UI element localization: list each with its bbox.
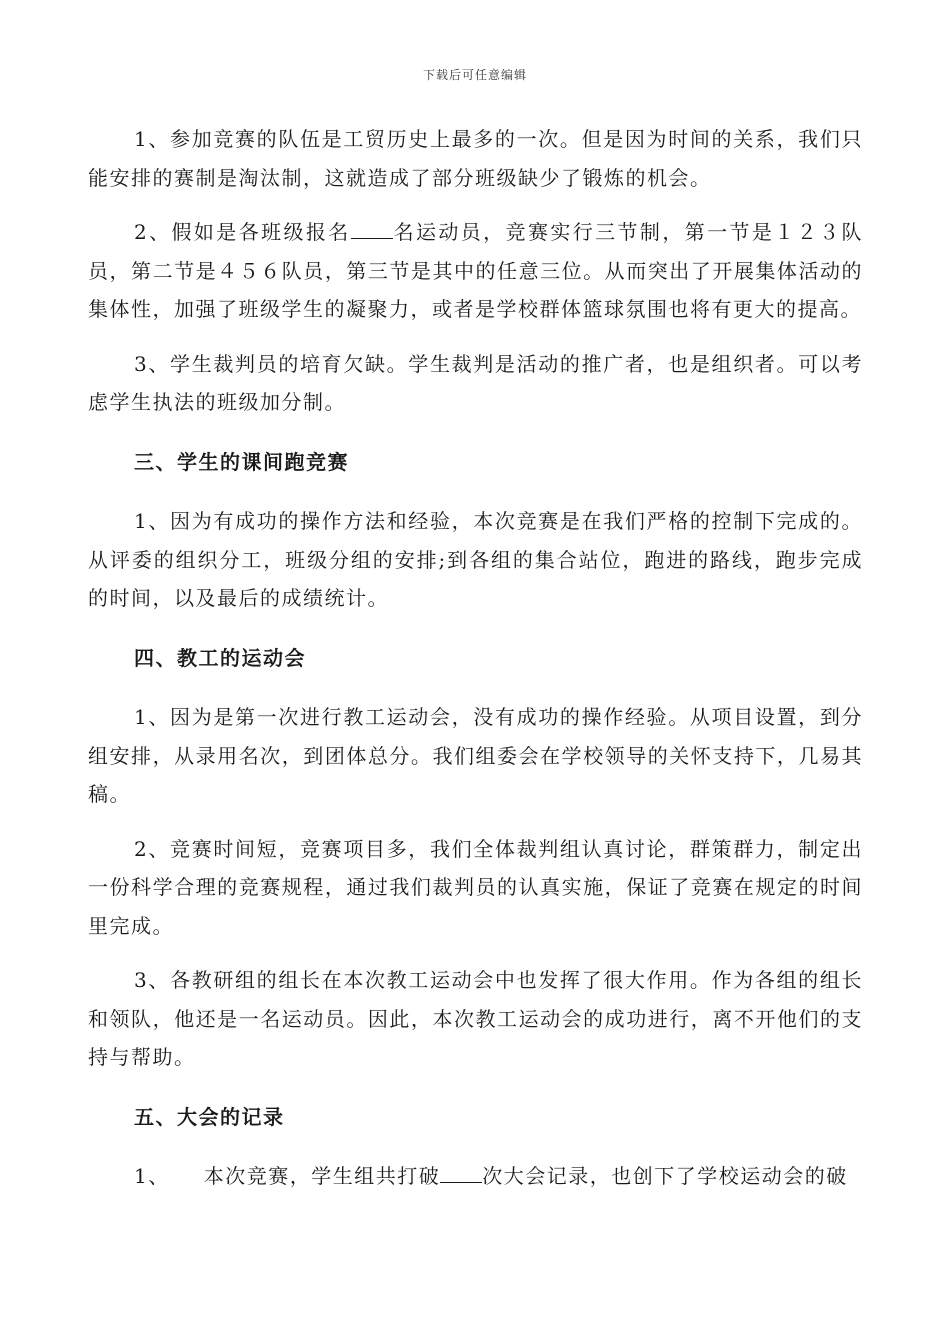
paragraph-text: 2、假如是各班级报名	[134, 220, 351, 244]
section-heading-4: 四、教工的运动会	[134, 645, 306, 670]
list-number: 1、	[134, 1164, 170, 1188]
section-heading-5: 五、大会的记录	[134, 1104, 285, 1129]
header-note: 下载后可任意编辑	[422, 68, 527, 82]
paragraph-basketball-1: 1、参加竞赛的队伍是工贸历史上最多的一次。但是因为时间的关系，我们只能安排的赛制是淘汰制，这就造成了部分班级缺少了锻炼的机会。	[88, 127, 863, 190]
paragraph-basketball-2	[88, 213, 863, 329]
paragraph-staff-1: 1、因为是第一次进行教工运动会，没有成功的操作经验。从项目设置，到分组安排，从录用名次，到团体总分。我们组委会在学校领导的关怀支持下，几易其稿。	[88, 705, 863, 806]
paragraph-basketball-3: 3、学生裁判员的培育欠缺。学生裁判是活动的推广者，也是组织者。可以考虑学生执法的班级加分制。	[88, 351, 863, 414]
paragraph-staff-3: 3、各教研组的组长在本次教工运动会中也发挥了很大作用。作为各组的组长和领队，他还是一名运动员。因此，本次教工运动会的成功进行，离不开他们的支持与帮助。	[88, 968, 863, 1069]
paragraph-text: 名运动员，竞赛实行三节制，第一节是１２３队员，第二节是４５６队员，第三节是其中的任意三位。从而突出了开展集体活动的集体性，加强了班级学生的凝聚力，或者是学校群体篮球氛围也将有更大的提高。	[88, 220, 863, 321]
section-heading-3: 三、学生的课间跑竞赛	[134, 449, 349, 474]
paragraph-staff-2: 2、竞赛时间短，竞赛项目多，我们全体裁判组认真讨论，群策群力，制定出一份科学合理的竞赛规程，通过我们裁判员的认真实施，保证了竞赛在规定的时间里完成。	[88, 836, 863, 938]
fill-blank	[351, 220, 393, 239]
paragraph-records-1	[88, 1157, 863, 1196]
document-body	[88, 120, 863, 1196]
paragraph-running-1: 1、因为有成功的操作方法和经验，本次竞赛是在我们严格的控制下完成的。从评委的组织分工，班级分组的安排;到各组的集合站位，跑进的路线，跑步完成的时间，以及最后的成绩统计。	[88, 509, 863, 610]
paragraph-text: 本次竞赛，学生组共打破	[203, 1164, 441, 1188]
fill-blank	[440, 1164, 482, 1183]
paragraph-text: 次大会记录，也创下了学校运动会的破	[482, 1164, 848, 1188]
